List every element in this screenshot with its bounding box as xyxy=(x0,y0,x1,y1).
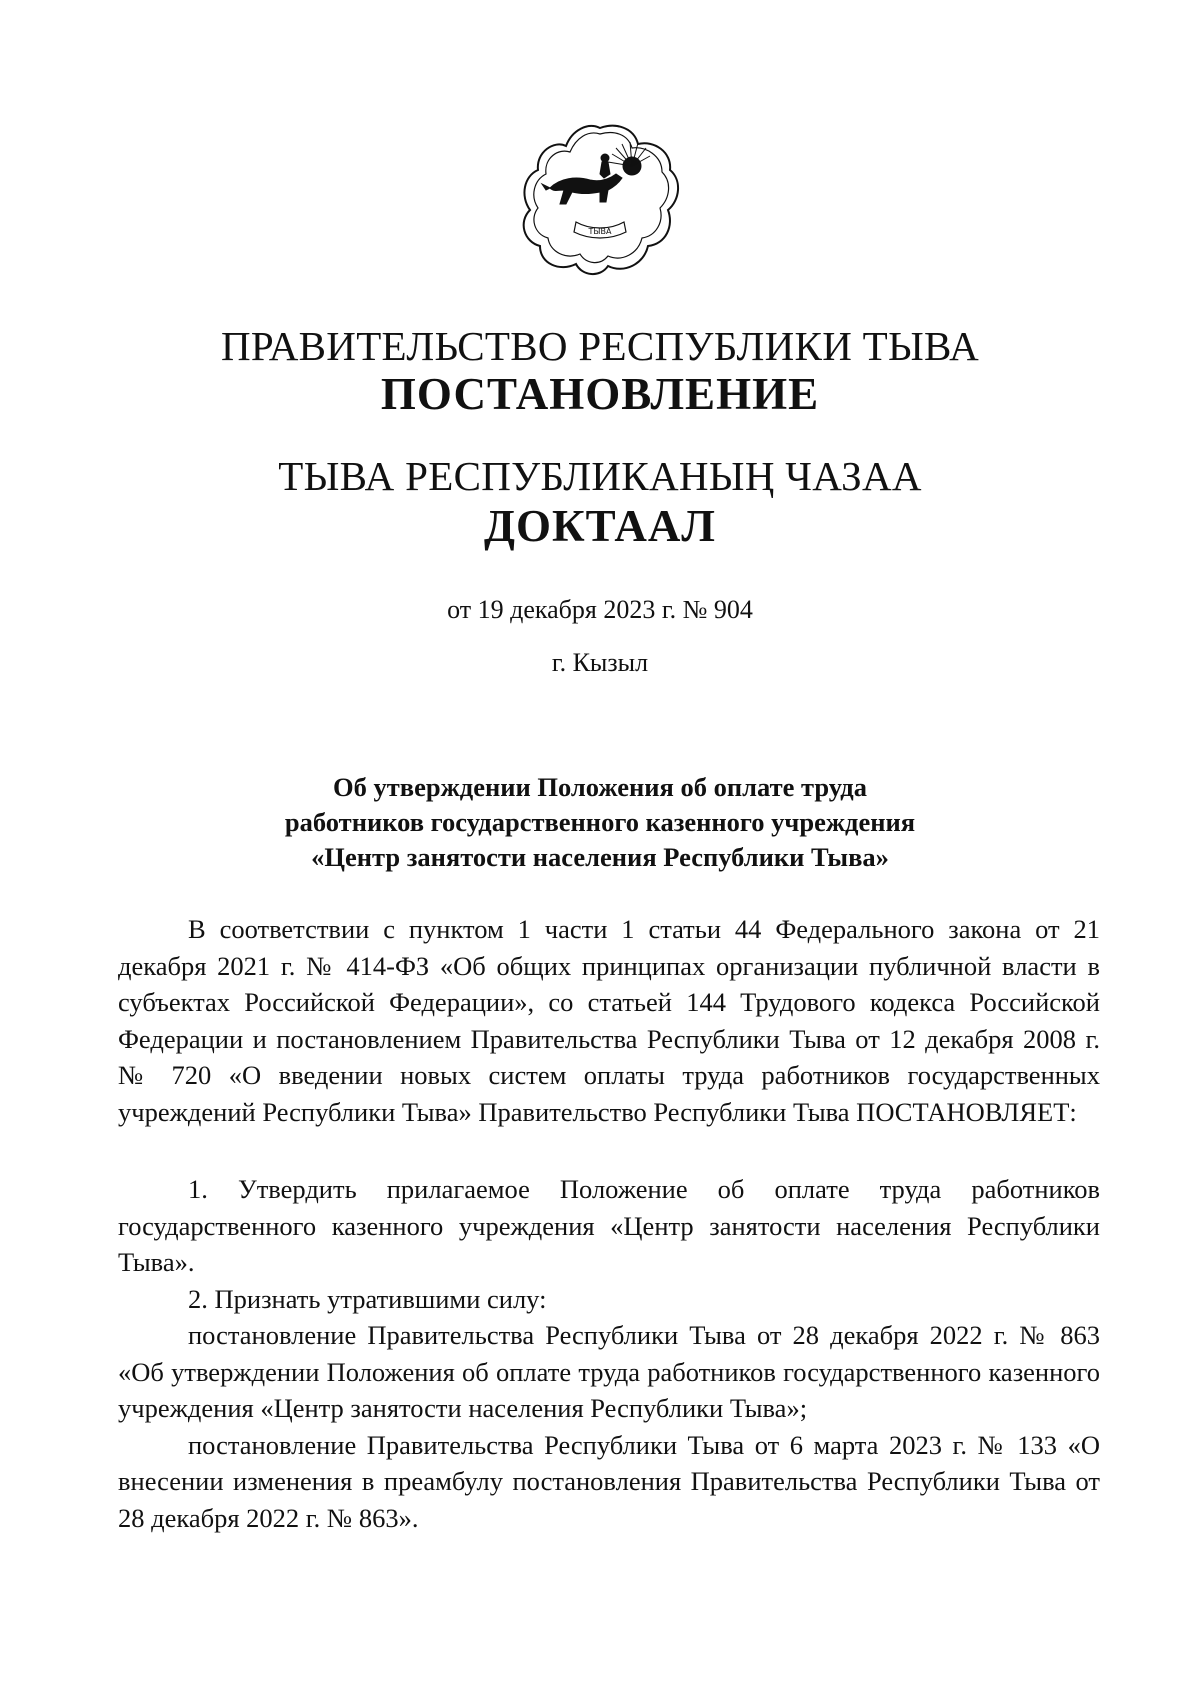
subject-line: работников государственного казенного учреждения xyxy=(284,807,916,837)
subject-line: «Центр занятости населения Республики Тыва» xyxy=(311,842,889,872)
item-2a-paragraph: постановление Правительства Республики Тыва от 28 декабря 2022 г. № 863 «Об утверждении Положения об оплате труда работников государственного казенного учреждения «Центр занятости населения Республики Тыва»; xyxy=(118,1320,1100,1423)
decree-date-number: от 19 декабря 2023 г. № 904 xyxy=(447,595,753,624)
decree-subject xyxy=(0,770,1200,875)
subject-line: Об утверждении Положения об оплате труда xyxy=(333,772,867,802)
decree-title-ru: ПОСТАНОВЛЕНИЕ xyxy=(380,369,820,419)
item-1-paragraph: 1. Утвердить прилагаемое Положение об оплате труда работников государственного казенного учреждения «Центр занятости населения Республики Тыва». xyxy=(118,1174,1100,1277)
preamble-paragraph: В соответствии с пунктом 1 части 1 статьи 44 Федерального закона от 21 декабря 2021 г. № 414-ФЗ «Об общих принципах организации публичной власти в субъектах Российской Федерации», со статьей 144 Трудового кодекса Российской Федерации и постановлением Правительства Республики Тыва от 12 декабря 2008 г. № 720 «О введении новых систем оплаты труда работников государственных учреждений Республики Тыва» Правительство Республики Тыва ПОСТАНОВЛЯЕТ: xyxy=(118,914,1100,1127)
item-2-paragraph: 2. Признать утратившими силу: xyxy=(188,1283,547,1314)
preamble-block xyxy=(118,911,1100,1130)
government-title-tyv: ТЫВА РЕСПУБЛИКАНЫҢ ЧАЗАА xyxy=(278,453,922,499)
item-2b-paragraph: постановление Правительства Республики Тыва от 6 марта 2023 г. № 133 «О внесении изменения в преамбулу постановления Правительства Республики Тыва от 28 декабря 2022 г. № 863». xyxy=(118,1429,1100,1533)
government-title-ru: ПРАВИТЕЛЬСТВО РЕСПУБЛИКИ ТЫВА xyxy=(220,323,980,369)
decree-city: г. Кызыл xyxy=(551,648,649,677)
decree-title-tyv: ДОКТААЛ xyxy=(484,501,716,551)
tyva-emblem-icon xyxy=(520,118,680,278)
decree-items xyxy=(118,1171,1100,1536)
svg-text:ТЫВА: ТЫВА xyxy=(588,227,612,236)
